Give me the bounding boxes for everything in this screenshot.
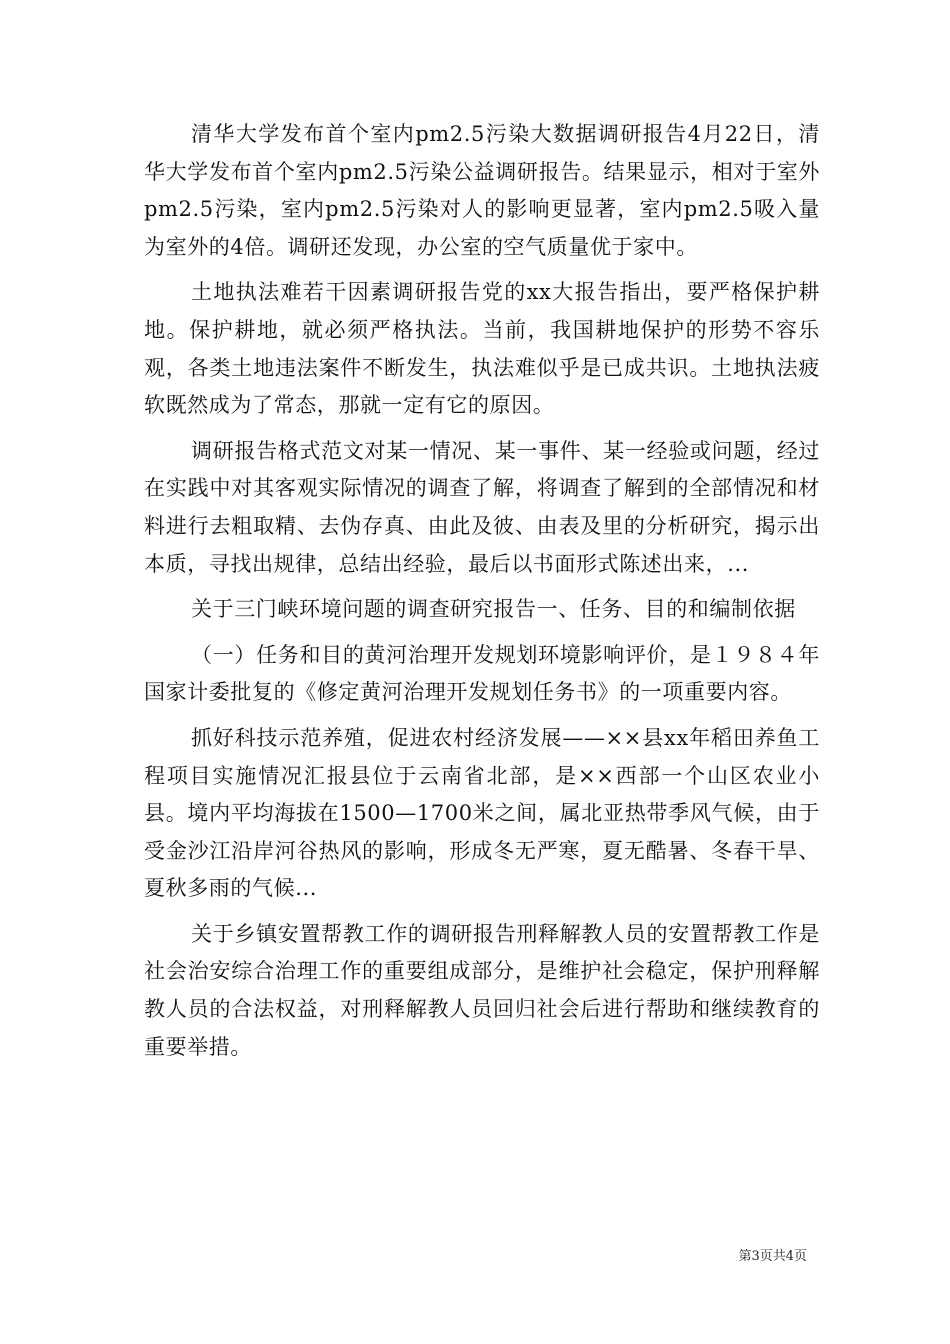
paragraph-pm25-report: 清华大学发布首个室内pm2.5污染大数据调研报告4月22日，清华大学发布首个室内pm2.5污染公益调研报告。结果显示，相对于室外pm2.5污染，室内pm2.5污染对人的影响更显著，室内pm2.5吸入量为室外的4倍。调研还发现，办公室的空气质量优于家中。 xyxy=(144,122,820,259)
paragraph-sanmenxia-title: 关于三门峡环境问题的调查研究报告一、任务、目的和编制依据 xyxy=(191,597,796,622)
paragraph-resettlement-work: 关于乡镇安置帮教工作的调研报告刑释解教人员的安置帮教工作是社会治安综合治理工作的重要组成部分，是维护社会稳定，保护刑释解教人员的合法权益，对刑释解教人员回归社会后进行帮助和继续教育的重要举措。 xyxy=(144,921,820,1059)
paragraph-land-enforcement: 土地执法难若干因素调研报告党的xx大报告指出，要严格保护耕地。保护耕地，就必须严格执法。当前，我国耕地保护的形势不容乐观，各类土地违法案件不断发生，执法难似乎是已成共识。土地执法疲软既然成为了常态，那就一定有它的原因。 xyxy=(144,280,820,418)
document-body xyxy=(144,116,820,1074)
paragraph-rice-fish-project: 抓好科技示范养殖，促进农村经济发展——××县xx年稻田养鱼工程项目实施情况汇报县位于云南省北部，是××西部一个山区农业小县。境内平均海拔在1500—1700米之间，属北亚热带季风气候，由于受金沙江沿岸河谷热风的影响，形成冬无严寒，夏无酷暑、冬春干旱、夏秋多雨的气候... xyxy=(144,725,820,901)
paragraph-report-format: 调研报告格式范文对某一情况、某一事件、某一经验或问题，经过在实践中对其客观实际情况的调查了解，将调查了解到的全部情况和材料进行去粗取精、去伪存真、由此及彼、由表及里的分析研究，揭示出本质，寻找出规律，总结出经验，最后以书面形式陈述出来，... xyxy=(144,438,820,576)
paragraph-yellow-river-plan: （一）任务和目的黄河治理开发规划环境影响评价，是１９８４年国家计委批复的《修定黄河治理开发规划任务书》的一项重要内容。 xyxy=(144,642,820,705)
page-number: 第3页共4页 xyxy=(738,1249,807,1264)
